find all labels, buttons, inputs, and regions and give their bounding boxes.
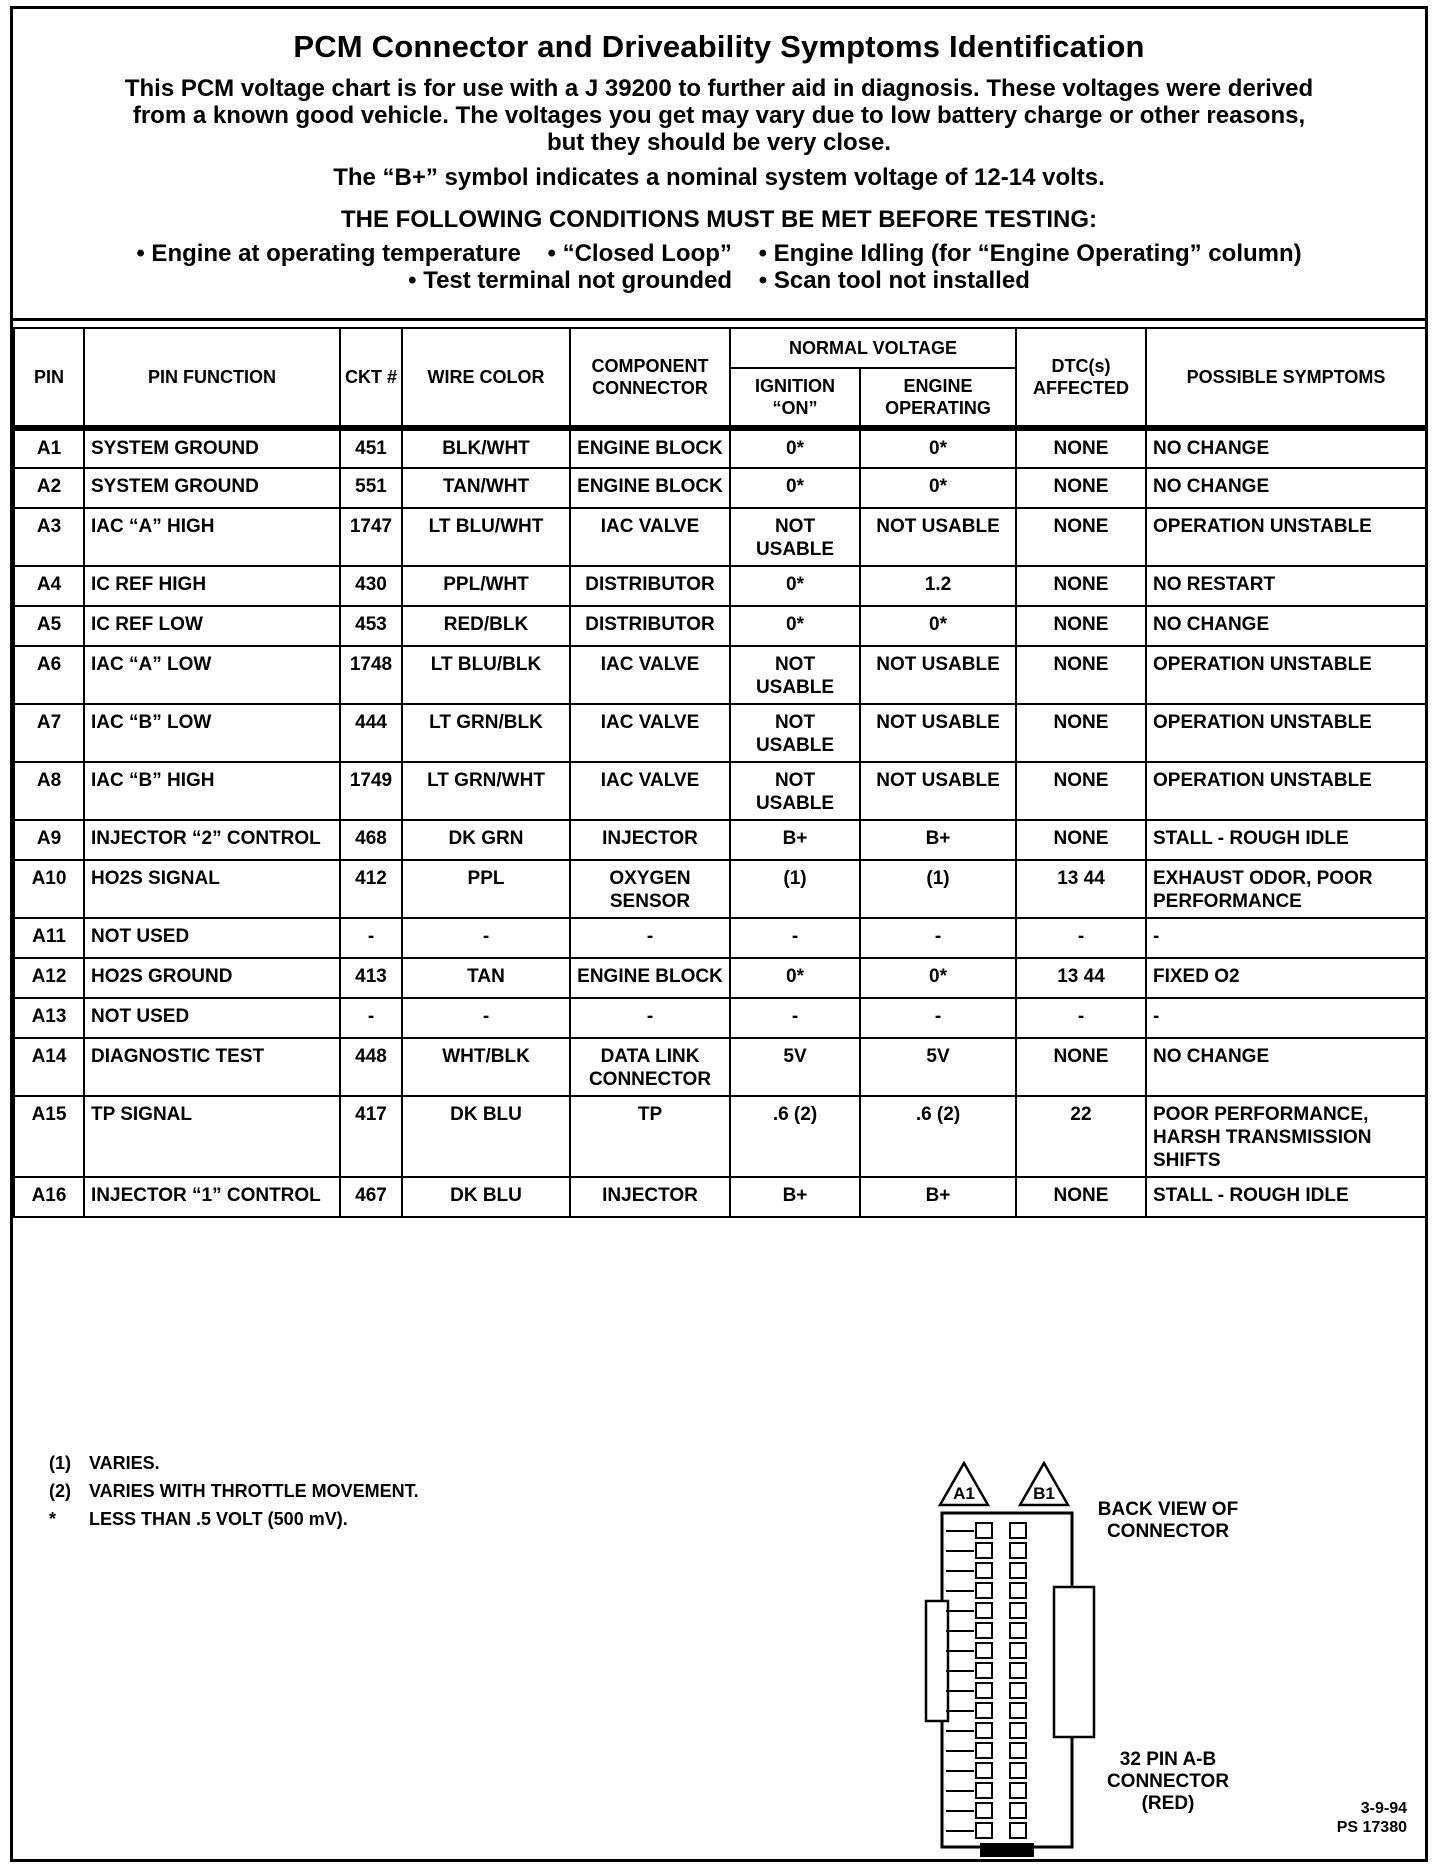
- cell-pin-function: IAC “B” LOW: [84, 704, 340, 762]
- cell-wire-color: DK GRN: [402, 820, 570, 860]
- connector-pin-cavity: [976, 1563, 992, 1578]
- cell-symptoms: NO CHANGE: [1146, 428, 1426, 468]
- cell-ckt: 1747: [340, 508, 402, 566]
- cell-wire-color: TAN: [402, 958, 570, 998]
- table-row: [14, 566, 1426, 606]
- cell-pin: A11: [14, 918, 84, 958]
- connector-type-label: 32 PIN A-B CONNECTOR (RED): [1106, 1749, 1230, 1814]
- cell-ignition-on: B+: [730, 820, 860, 860]
- cell-component: INJECTOR: [570, 1177, 730, 1217]
- cell-engine-operating: B+: [860, 820, 1016, 860]
- cell-component: ENGINE BLOCK: [570, 468, 730, 508]
- cell-engine-operating: B+: [860, 1177, 1016, 1217]
- condition-item: • Engine Idling (for “Engine Operating” column): [758, 240, 1302, 267]
- connector-body: [942, 1513, 1072, 1847]
- header-ckt: CKT #: [340, 328, 402, 428]
- cell-pin-function: NOT USED: [84, 918, 340, 958]
- cell-symptoms: EXHAUST ODOR, POOR PERFORMANCE: [1146, 860, 1426, 918]
- cell-pin-function: SYSTEM GROUND: [84, 428, 340, 468]
- connector-pin-cavity: [976, 1823, 992, 1838]
- connector-tail: [980, 1843, 1034, 1857]
- cell-pin: A9: [14, 820, 84, 860]
- cell-ckt: 451: [340, 428, 402, 468]
- cell-ignition-on: 0*: [730, 566, 860, 606]
- conditions-heading: THE FOLLOWING CONDITIONS MUST BE MET BEFORE TESTING:: [341, 206, 1097, 233]
- cell-pin-function: NOT USED: [84, 998, 340, 1038]
- cell-symptoms: OPERATION UNSTABLE: [1146, 704, 1426, 762]
- cell-wire-color: RED/BLK: [402, 606, 570, 646]
- connector-pin-cavity: [1010, 1603, 1026, 1618]
- connector-pin-cavity: [1010, 1703, 1026, 1718]
- table-row: [14, 820, 1426, 860]
- cell-ckt: 417: [340, 1096, 402, 1177]
- cell-component: ENGINE BLOCK: [570, 958, 730, 998]
- cell-pin-function: INJECTOR “1” CONTROL: [84, 1177, 340, 1217]
- table-row: [14, 998, 1426, 1038]
- intro-line-2: from a known good vehicle. The voltages you get may vary due to low battery charge or other reasons,: [132, 102, 1306, 129]
- connector-pin-cavity: [976, 1603, 992, 1618]
- table-row: [14, 468, 1426, 508]
- cell-component: DATA LINK CONNECTOR: [570, 1038, 730, 1096]
- cell-dtc: NONE: [1016, 508, 1146, 566]
- cell-symptoms: NO CHANGE: [1146, 468, 1426, 508]
- cell-pin: A13: [14, 998, 84, 1038]
- cell-component: IAC VALVE: [570, 646, 730, 704]
- cell-dtc: NONE: [1016, 820, 1146, 860]
- header-dtc-affected: DTC(s) AFFECTED: [1016, 328, 1146, 428]
- table-body: [14, 428, 1426, 1217]
- cell-wire-color: TAN/WHT: [402, 468, 570, 508]
- cell-ignition-on: (1): [730, 860, 860, 918]
- cell-ignition-on: 0*: [730, 468, 860, 508]
- cell-ignition-on: .6 (2): [730, 1096, 860, 1177]
- cell-component: OXYGEN SENSOR: [570, 860, 730, 918]
- connector-pin-cavity: [1010, 1803, 1026, 1818]
- cell-ignition-on: 5V: [730, 1038, 860, 1096]
- cell-wire-color: LT GRN/BLK: [402, 704, 570, 762]
- cell-pin-function: IAC “A” HIGH: [84, 508, 340, 566]
- cell-symptoms: NO CHANGE: [1146, 1038, 1426, 1096]
- cell-ignition-on: -: [730, 998, 860, 1038]
- page-title: PCM Connector and Driveability Symptoms Identification: [293, 29, 1145, 64]
- cell-pin-function: IC REF LOW: [84, 606, 340, 646]
- cell-pin: A3: [14, 508, 84, 566]
- cell-dtc: NONE: [1016, 606, 1146, 646]
- connector-pin-cavity: [976, 1723, 992, 1738]
- cell-ignition-on: 0*: [730, 958, 860, 998]
- cell-pin: A4: [14, 566, 84, 606]
- cell-component: INJECTOR: [570, 820, 730, 860]
- cell-component: TP: [570, 1096, 730, 1177]
- cell-ckt: 1749: [340, 762, 402, 820]
- connector-pin-cavity: [1010, 1743, 1026, 1758]
- table-row: [14, 508, 1426, 566]
- cell-engine-operating: 0*: [860, 428, 1016, 468]
- cell-dtc: NONE: [1016, 1177, 1146, 1217]
- connector-pin-cavity: [976, 1663, 992, 1678]
- cell-ignition-on: 0*: [730, 606, 860, 646]
- connector-diagram: [918, 1431, 1108, 1861]
- connector-pin-cavity: [976, 1803, 992, 1818]
- condition-item: • Engine at operating temperature: [136, 240, 521, 267]
- cell-engine-operating: 0*: [860, 606, 1016, 646]
- cell-pin-function: HO2S GROUND: [84, 958, 340, 998]
- cell-pin-function: IAC “A” LOW: [84, 646, 340, 704]
- connector-pin-cavity: [1010, 1523, 1026, 1538]
- connector-pin-cavity: [1010, 1783, 1026, 1798]
- cell-symptoms: STALL - ROUGH IDLE: [1146, 1177, 1426, 1217]
- cell-pin: A12: [14, 958, 84, 998]
- cell-dtc: NONE: [1016, 468, 1146, 508]
- cell-dtc: NONE: [1016, 704, 1146, 762]
- connector-pin-cavity: [976, 1743, 992, 1758]
- footnote: * LESS THAN .5 VOLT (500 mV).: [49, 1509, 348, 1529]
- header-component-connector: COMPONENT CONNECTOR: [570, 328, 730, 428]
- cell-wire-color: -: [402, 918, 570, 958]
- connector-pin-cavity: [976, 1683, 992, 1698]
- cell-engine-operating: -: [860, 918, 1016, 958]
- cell-pin: A5: [14, 606, 84, 646]
- cell-component: DISTRIBUTOR: [570, 606, 730, 646]
- cell-symptoms: NO CHANGE: [1146, 606, 1426, 646]
- pin-b1-label: B1: [1033, 1484, 1055, 1503]
- intro-line-1: This PCM voltage chart is for use with a J 39200 to further aid in diagnosis. These voltages were derived: [124, 75, 1314, 102]
- cell-symptoms: -: [1146, 998, 1426, 1038]
- chart-footer: [13, 1419, 1425, 1859]
- table-header: [14, 328, 1426, 428]
- cell-pin-function: DIAGNOSTIC TEST: [84, 1038, 340, 1096]
- cell-ignition-on: 0*: [730, 428, 860, 468]
- cell-wire-color: PPL: [402, 860, 570, 918]
- pcm-voltage-table: [13, 327, 1427, 1218]
- header-pin-function: PIN FUNCTION: [84, 328, 340, 428]
- cell-wire-color: BLK/WHT: [402, 428, 570, 468]
- pcm-chart-sheet: [10, 6, 1428, 1862]
- condition-item: • “Closed Loop”: [547, 240, 732, 267]
- cell-dtc: NONE: [1016, 762, 1146, 820]
- cell-pin: A2: [14, 468, 84, 508]
- header-pin: PIN: [14, 328, 84, 428]
- connector-pin-cavity: [1010, 1723, 1026, 1738]
- table-row: [14, 1177, 1426, 1217]
- connector-pin-cavity: [1010, 1583, 1026, 1598]
- cell-ignition-on: NOT USABLE: [730, 646, 860, 704]
- connector-pin-cavity: [1010, 1823, 1026, 1838]
- connector-pin-cavity: [976, 1783, 992, 1798]
- cell-wire-color: LT BLU/BLK: [402, 646, 570, 704]
- footnotes: [49, 1449, 419, 1533]
- cell-symptoms: FIXED O2: [1146, 958, 1426, 998]
- pin-a1-label: A1: [953, 1484, 975, 1503]
- table-row: [14, 918, 1426, 958]
- cell-pin-function: INJECTOR “2” CONTROL: [84, 820, 340, 860]
- cell-dtc: 13 44: [1016, 860, 1146, 918]
- cell-engine-operating: NOT USABLE: [860, 508, 1016, 566]
- cell-wire-color: DK BLU: [402, 1177, 570, 1217]
- cell-ckt: 413: [340, 958, 402, 998]
- cell-ckt: 1748: [340, 646, 402, 704]
- cell-dtc: -: [1016, 998, 1146, 1038]
- cell-pin: A6: [14, 646, 84, 704]
- header-engine-operating: ENGINE OPERATING: [860, 368, 1016, 428]
- connector-pin-cavity: [1010, 1543, 1026, 1558]
- cell-wire-color: DK BLU: [402, 1096, 570, 1177]
- cell-symptoms: STALL - ROUGH IDLE: [1146, 820, 1426, 860]
- cell-ckt: 448: [340, 1038, 402, 1096]
- cell-wire-color: PPL/WHT: [402, 566, 570, 606]
- connector-pin-cavity: [1010, 1643, 1026, 1658]
- cell-ckt: 551: [340, 468, 402, 508]
- cell-engine-operating: NOT USABLE: [860, 646, 1016, 704]
- cell-wire-color: LT BLU/WHT: [402, 508, 570, 566]
- cell-ckt: 412: [340, 860, 402, 918]
- table-row: [14, 428, 1426, 468]
- cell-component: IAC VALVE: [570, 508, 730, 566]
- cell-ignition-on: -: [730, 918, 860, 958]
- cell-ignition-on: NOT USABLE: [730, 508, 860, 566]
- cell-pin: A16: [14, 1177, 84, 1217]
- connector-side-lock: [1054, 1587, 1094, 1737]
- cell-component: -: [570, 918, 730, 958]
- cell-engine-operating: NOT USABLE: [860, 704, 1016, 762]
- cell-symptoms: -: [1146, 918, 1426, 958]
- table-row: [14, 860, 1426, 918]
- cell-component: DISTRIBUTOR: [570, 566, 730, 606]
- cell-engine-operating: NOT USABLE: [860, 762, 1016, 820]
- cell-ckt: -: [340, 998, 402, 1038]
- figure-date: 3-9-94: [1360, 1800, 1407, 1817]
- cell-component: IAC VALVE: [570, 762, 730, 820]
- footnote: (1) VARIES.: [49, 1453, 160, 1473]
- intro-line-3: but they should be very close.: [546, 129, 892, 156]
- table-row: [14, 1096, 1426, 1177]
- table-row: [14, 646, 1426, 704]
- intro-text: [41, 75, 1397, 156]
- cell-engine-operating: -: [860, 998, 1016, 1038]
- connector-pin-cavity: [1010, 1563, 1026, 1578]
- cell-wire-color: LT GRN/WHT: [402, 762, 570, 820]
- cell-pin: A14: [14, 1038, 84, 1096]
- cell-pin: A1: [14, 428, 84, 468]
- connector-pin-cavity: [976, 1523, 992, 1538]
- connector-pin-cavity: [976, 1583, 992, 1598]
- cell-dtc: 13 44: [1016, 958, 1146, 998]
- cell-wire-color: -: [402, 998, 570, 1038]
- cell-pin-function: SYSTEM GROUND: [84, 468, 340, 508]
- connector-latch: [926, 1601, 948, 1721]
- cell-pin-function: TP SIGNAL: [84, 1096, 340, 1177]
- cell-engine-operating: .6 (2): [860, 1096, 1016, 1177]
- header-ignition-on: IGNITION “ON”: [730, 368, 860, 428]
- table-row: [14, 762, 1426, 820]
- chart-header: [13, 9, 1425, 321]
- cell-symptoms: OPERATION UNSTABLE: [1146, 508, 1426, 566]
- connector-pin-cavity: [976, 1623, 992, 1638]
- table-row: [14, 606, 1426, 646]
- cell-engine-operating: 0*: [860, 958, 1016, 998]
- cell-engine-operating: 1.2: [860, 566, 1016, 606]
- cell-ckt: 444: [340, 704, 402, 762]
- cell-ckt: 467: [340, 1177, 402, 1217]
- connector-pin-cavity: [976, 1543, 992, 1558]
- cell-component: ENGINE BLOCK: [570, 428, 730, 468]
- cell-dtc: NONE: [1016, 1038, 1146, 1096]
- cell-pin: A10: [14, 860, 84, 918]
- cell-component: -: [570, 998, 730, 1038]
- bplus-note: The “B+” symbol indicates a nominal system voltage of 12-14 volts.: [333, 164, 1105, 191]
- cell-ckt: 468: [340, 820, 402, 860]
- cell-symptoms: NO RESTART: [1146, 566, 1426, 606]
- cell-pin: A8: [14, 762, 84, 820]
- cell-symptoms: OPERATION UNSTABLE: [1146, 646, 1426, 704]
- cell-ignition-on: B+: [730, 1177, 860, 1217]
- cell-dtc: 22: [1016, 1096, 1146, 1177]
- table-row: [14, 704, 1426, 762]
- cell-pin-function: HO2S SIGNAL: [84, 860, 340, 918]
- cell-engine-operating: 5V: [860, 1038, 1016, 1096]
- cell-dtc: NONE: [1016, 428, 1146, 468]
- figure-ref: PS 17380: [1336, 1819, 1407, 1836]
- cell-symptoms: POOR PERFORMANCE, HARSH TRANSMISSION SHIFTS: [1146, 1096, 1426, 1177]
- table-row: [14, 1038, 1426, 1096]
- connector-pin-cavity: [1010, 1623, 1026, 1638]
- connector-pin-cavity: [1010, 1763, 1026, 1778]
- cell-ckt: 453: [340, 606, 402, 646]
- table-row: [14, 958, 1426, 998]
- cell-ignition-on: NOT USABLE: [730, 762, 860, 820]
- cell-engine-operating: 0*: [860, 468, 1016, 508]
- cell-engine-operating: (1): [860, 860, 1016, 918]
- cell-component: IAC VALVE: [570, 704, 730, 762]
- footnote: (2) VARIES WITH THROTTLE MOVEMENT.: [49, 1481, 419, 1501]
- cell-ignition-on: NOT USABLE: [730, 704, 860, 762]
- cell-pin: A7: [14, 704, 84, 762]
- header-wire-color: WIRE COLOR: [402, 328, 570, 428]
- connector-pin-cavity: [1010, 1663, 1026, 1678]
- cell-ckt: 430: [340, 566, 402, 606]
- condition-item: • Scan tool not installed: [758, 267, 1030, 294]
- condition-item: • Test terminal not grounded: [408, 267, 733, 294]
- cell-pin-function: IAC “B” HIGH: [84, 762, 340, 820]
- cell-symptoms: OPERATION UNSTABLE: [1146, 762, 1426, 820]
- conditions-list: [13, 240, 1425, 294]
- cell-dtc: NONE: [1016, 566, 1146, 606]
- connector-pin-cavity: [1010, 1683, 1026, 1698]
- cell-pin-function: IC REF HIGH: [84, 566, 340, 606]
- header-possible-symptoms: POSSIBLE SYMPTOMS: [1146, 328, 1426, 428]
- cell-dtc: -: [1016, 918, 1146, 958]
- connector-pin-cavity: [976, 1703, 992, 1718]
- header-normal-voltage: NORMAL VOLTAGE: [730, 328, 1016, 368]
- connector-pin-cavity: [976, 1763, 992, 1778]
- figure-code: [1337, 1799, 1407, 1837]
- cell-dtc: NONE: [1016, 646, 1146, 704]
- cell-ckt: -: [340, 918, 402, 958]
- connector-pin-cavity: [976, 1643, 992, 1658]
- connector-view-label: BACK VIEW OF CONNECTOR: [1097, 1499, 1239, 1542]
- cell-wire-color: WHT/BLK: [402, 1038, 570, 1096]
- cell-pin: A15: [14, 1096, 84, 1177]
